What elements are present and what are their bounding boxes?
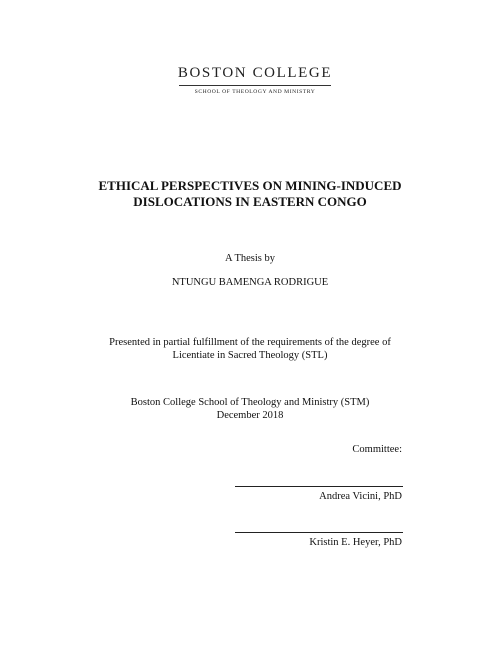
presented-statement: [40, 336, 460, 362]
signature-line-2: [235, 532, 403, 533]
thesis-title: [40, 178, 460, 210]
institution-name: Boston College School of Theology and Ministry (STM): [130, 397, 370, 408]
presented-line-2: Licentiate in Sacred Theology (STL): [172, 350, 328, 361]
signature-line-1: [235, 486, 403, 487]
submission-date: December 2018: [216, 410, 284, 421]
logo-divider: [179, 85, 331, 86]
boston-college-logo: [175, 64, 335, 96]
thesis-title-line-1: ETHICAL PERSPECTIVES ON MINING-INDUCED: [98, 178, 402, 193]
institution-block: [40, 396, 460, 422]
byline: A Thesis by: [225, 253, 275, 264]
committee-member-1: Andrea Vicini, PhD: [319, 491, 402, 502]
committee-member-2: Kristin E. Heyer, PhD: [309, 537, 402, 548]
thesis-title-line-2: DISLOCATIONS IN EASTERN CONGO: [133, 194, 367, 209]
logo-name: BOSTON COLLEGE: [177, 65, 333, 81]
logo-subtitle: SCHOOL OF THEOLOGY AND MINISTRY: [194, 89, 316, 95]
author-name: NTUNGU BAMENGA RODRIGUE: [171, 277, 329, 288]
committee-label: Committee:: [352, 444, 402, 455]
presented-line-1: Presented in partial fulfillment of the requirements of the degree of: [109, 337, 391, 348]
